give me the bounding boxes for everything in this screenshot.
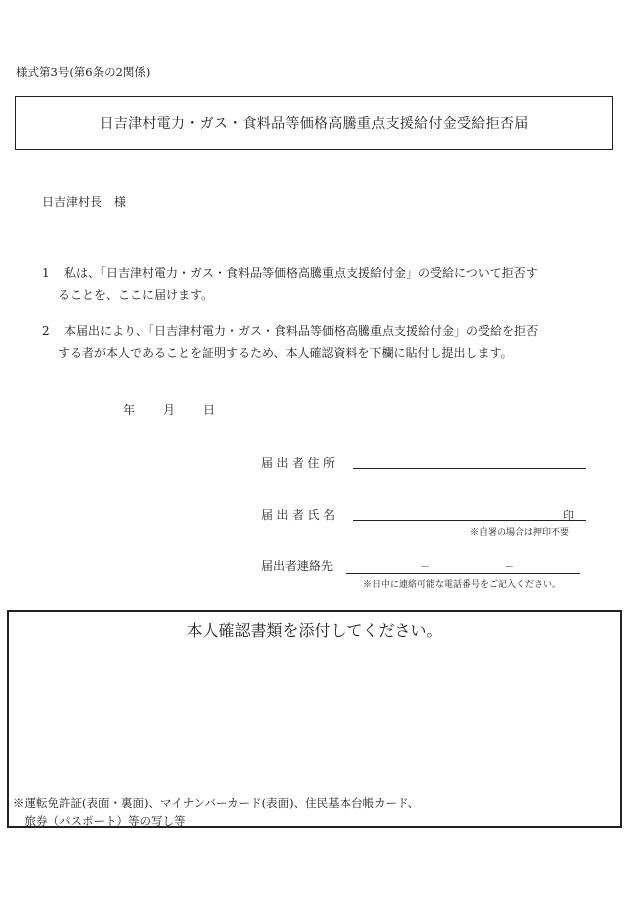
name-label: 届出者氏名: [261, 508, 339, 522]
paragraph-1: [42, 262, 612, 306]
paragraph-number: 1: [42, 266, 50, 280]
paragraph-text-cont: する者が本人であることを証明するため、本人確認資料を下欄に貼付し提出します。: [58, 346, 513, 360]
paragraph-text: 私は、「日吉津村電力・ガス・食料品等価格高騰重点支援給付金」の受給について拒否す: [64, 266, 538, 280]
attachment-area[interactable]: [7, 610, 622, 828]
date-field[interactable]: [123, 401, 243, 418]
document-title: 日吉津村電力・ガス・食料品等価格高騰重点支援給付金受給拒否届: [99, 116, 529, 132]
paragraph-number: 2: [42, 324, 50, 338]
paragraph-2: [42, 320, 612, 364]
form-number: 様式第3号(第6条の2関係): [16, 65, 151, 79]
name-note: ※自署の場合は押印不要: [470, 528, 570, 538]
document-title-box: [15, 96, 613, 150]
contact-note: ※日中に連絡可能な電話番号をご記入ください。: [363, 580, 562, 590]
day-label: 日: [203, 403, 216, 417]
attachment-note-line1: ※運転免許証(表面・裏面)、マイナンバーカード(表面)、住民基本台帳カード、: [13, 796, 420, 810]
contact-dash-1: －: [420, 562, 430, 573]
contact-label: 届出者連絡先: [261, 559, 334, 573]
attachment-note-line2: 旅券（パスポート）等の写し等: [13, 814, 186, 828]
address-label: 届出者住所: [261, 456, 339, 470]
contact-input-line[interactable]: [346, 573, 580, 574]
address-input-line[interactable]: [353, 468, 586, 469]
attachment-title: 本人確認書類を添付してください。: [186, 621, 443, 640]
contact-dash-2: －: [504, 562, 514, 573]
paragraph-text: 本届出により、「日吉津村電力・ガス・食料品等価格高騰重点支援給付金」の受給を拒否: [64, 324, 539, 338]
attachment-note: [13, 794, 419, 830]
addressee: 日吉津村長 様: [42, 195, 127, 209]
seal-mark: 印: [563, 509, 574, 522]
paragraph-text-cont: ることを、ここに届けます。: [58, 288, 214, 302]
name-input-line[interactable]: [353, 520, 586, 521]
month-label: 月: [163, 403, 176, 417]
year-label: 年: [123, 403, 136, 417]
